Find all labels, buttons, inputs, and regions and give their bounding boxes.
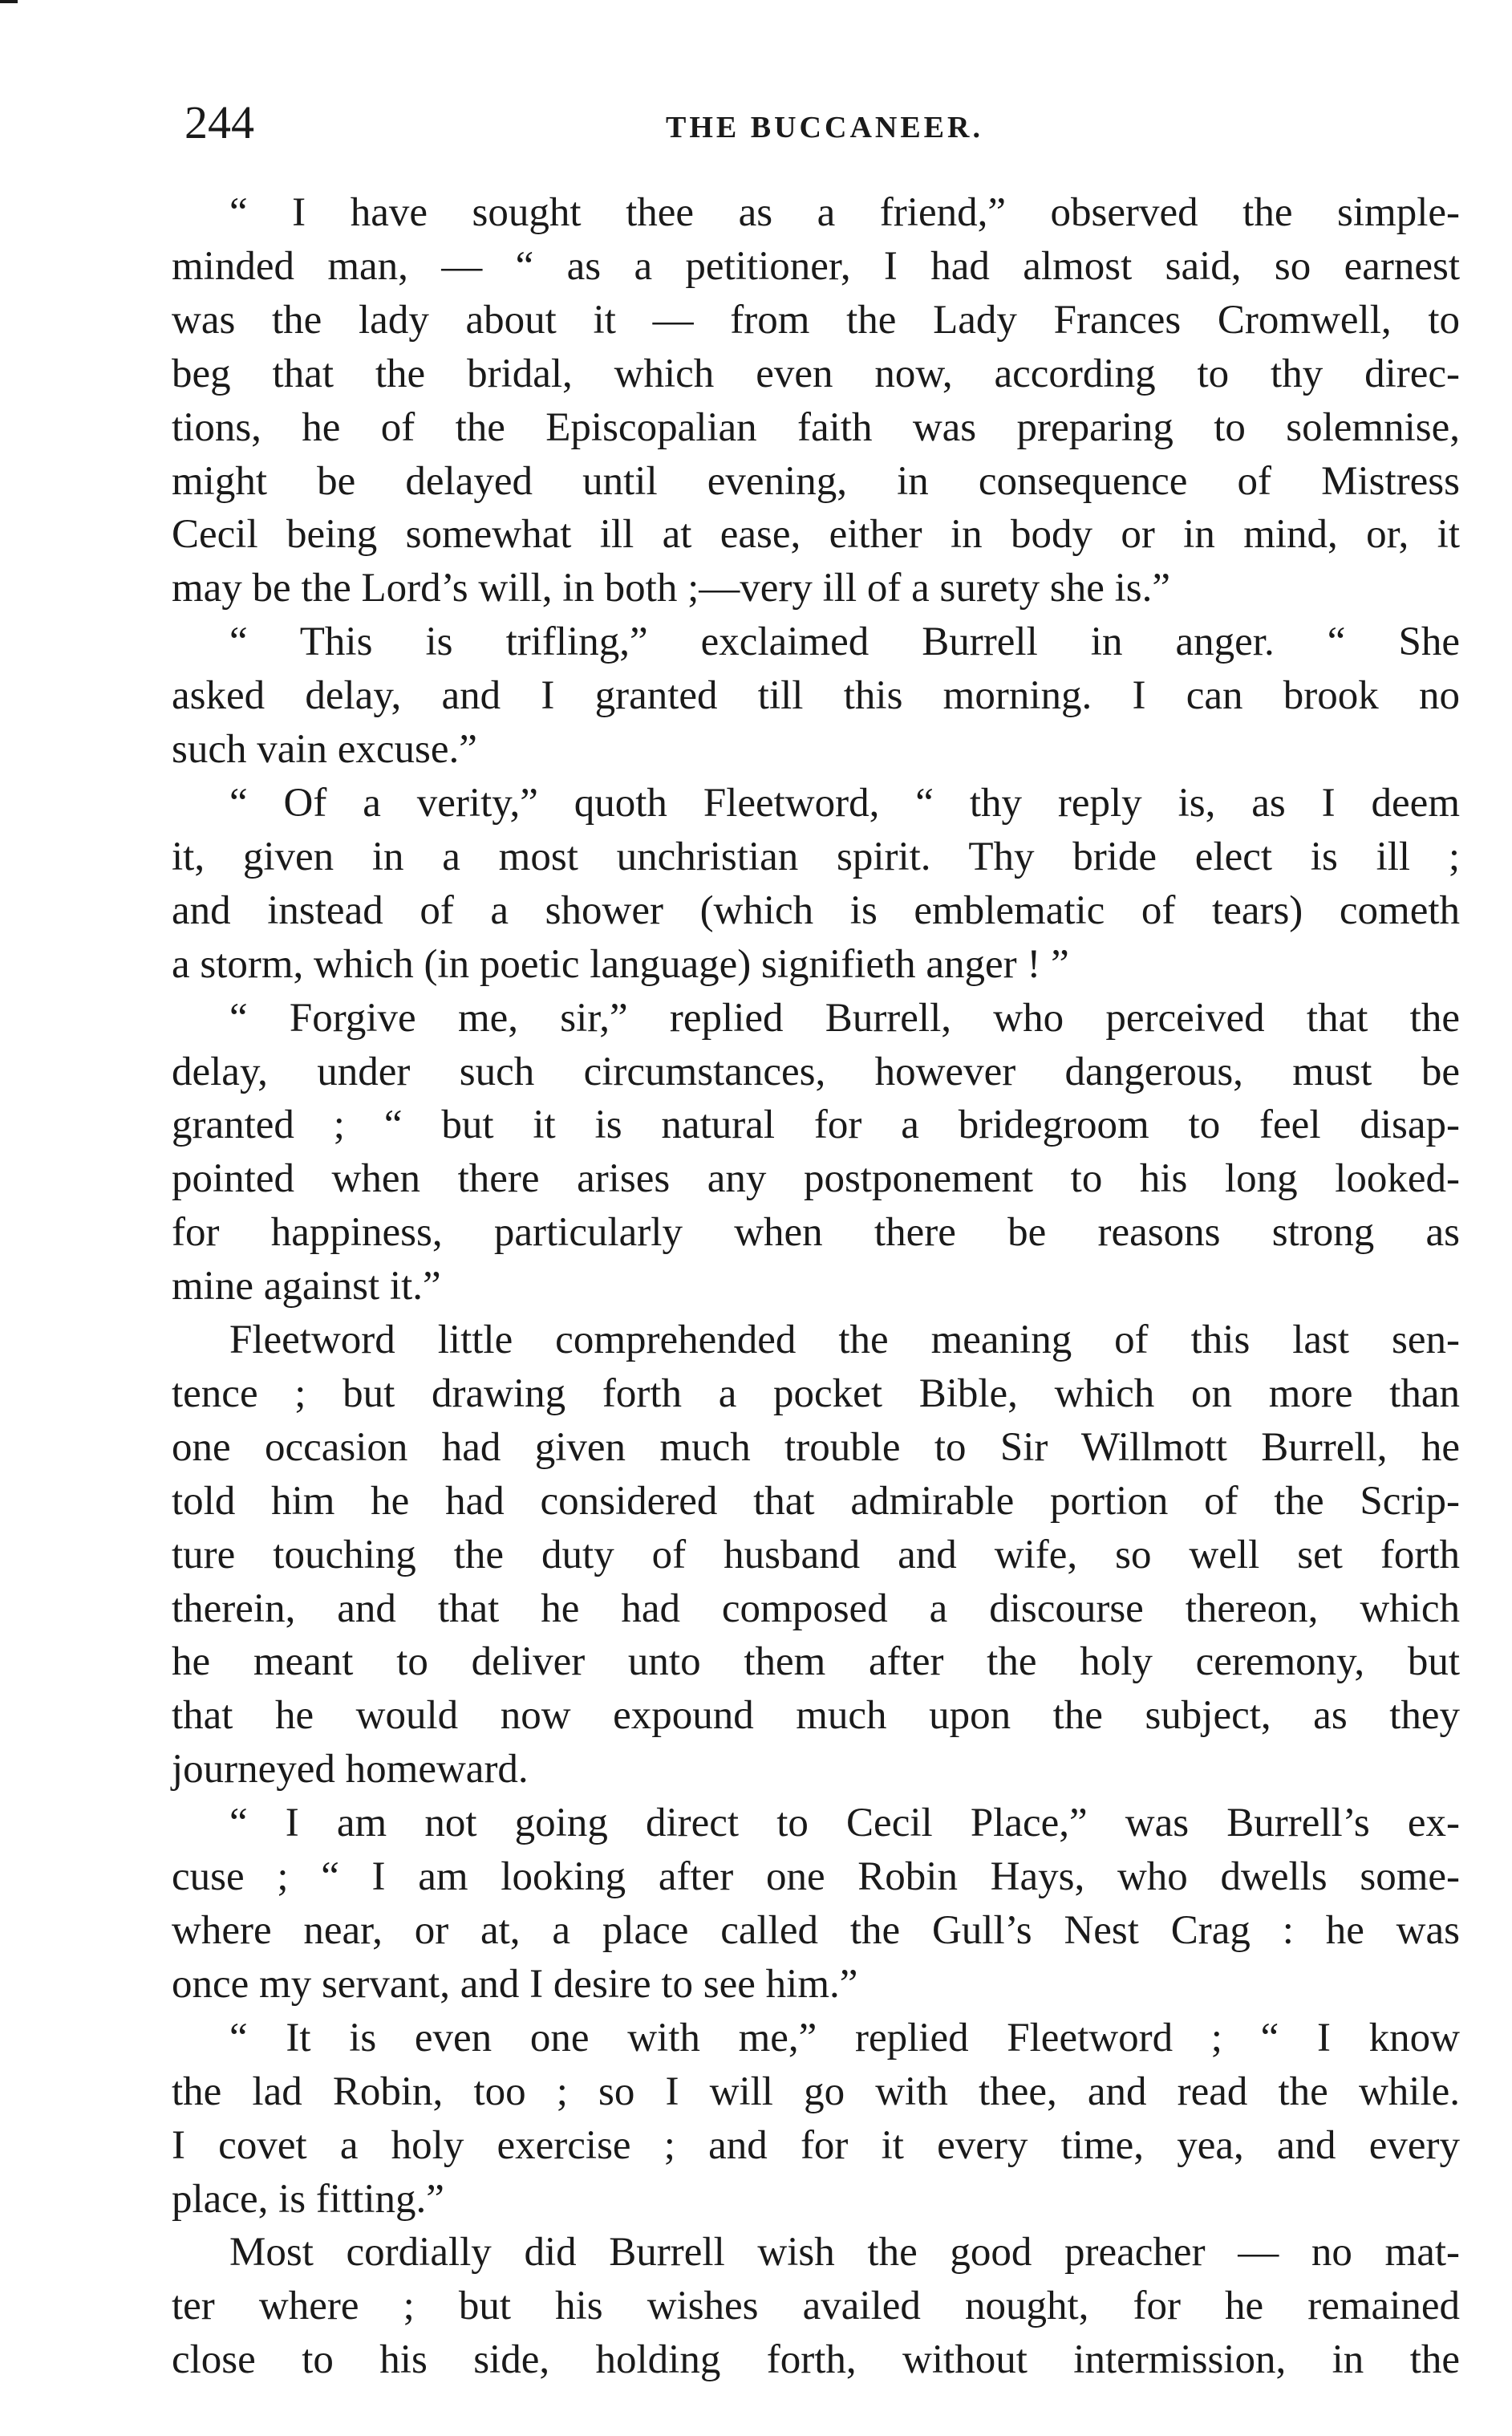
corner-scan-mark bbox=[0, 0, 18, 3]
text-line: “ Forgive me, sir,” replied Burrell, who perceived that the bbox=[229, 995, 1460, 1041]
text-line: he meant to deliver unto them after the holy ceremony, but bbox=[172, 1639, 1460, 1685]
body-text bbox=[172, 186, 1460, 2387]
paragraph bbox=[172, 777, 1460, 992]
text-line: therein, and that he had composed a discourse thereon, which bbox=[172, 1585, 1460, 1631]
text-line: I covet a holy exercise ; and for it every time, yea, and every bbox=[172, 2122, 1460, 2168]
text-line: was the lady about it — from the Lady Frances Cromwell, to bbox=[172, 297, 1460, 343]
text-line: Fleetword little comprehended the meaning of this last sen- bbox=[229, 1317, 1460, 1363]
text-line: where near, or at, a place called the Gull’s Nest Crag : he was bbox=[172, 1908, 1460, 1953]
paragraph bbox=[172, 2012, 1460, 2227]
text-line: the lad Robin, too ; so I will go with thee, and read the while. bbox=[172, 2069, 1460, 2114]
text-line: one occasion had given much trouble to Sir Willmott Burrell, he bbox=[172, 1424, 1460, 1470]
text-line: close to his side, holding forth, without intermission, in the bbox=[172, 2337, 1460, 2383]
text-line: “ It is even one with me,” replied Fleetword ; “ I know bbox=[229, 2015, 1460, 2060]
text-line: granted ; “ but it is natural for a bridegroom to feel disap- bbox=[172, 1102, 1460, 1148]
paragraph bbox=[172, 615, 1460, 777]
text-line: beg that the bridal, which even now, according to thy direc- bbox=[172, 351, 1460, 396]
paragraph bbox=[172, 1797, 1460, 2012]
text-line: told him he had considered that admirable portion of the Scrip- bbox=[172, 1478, 1460, 1524]
text-line: “ I am not going direct to Cecil Place,” was Burrell’s ex- bbox=[229, 1801, 1460, 1846]
paragraph bbox=[172, 2226, 1460, 2387]
text-line: that he would now expound much upon the subject, as they bbox=[172, 1693, 1460, 1739]
text-line: mine against it.” bbox=[172, 1264, 441, 1309]
text-line: a storm, which (in poetic language) signifieth anger ! ” bbox=[172, 941, 1069, 987]
text-line: “ I have sought thee as a friend,” observed the simple- bbox=[229, 190, 1460, 235]
paragraph bbox=[172, 1313, 1460, 1797]
text-line: tions, he of the Episcopalian faith was preparing to solemnise, bbox=[172, 404, 1460, 450]
page-header bbox=[167, 95, 1482, 151]
text-line: and instead of a shower (which is emblematic of tears) cometh bbox=[172, 887, 1460, 933]
text-line: Most cordially did Burrell wish the good preacher — no mat- bbox=[229, 2230, 1460, 2276]
text-line: pointed when there arises any postponement to his long looked- bbox=[172, 1156, 1460, 1202]
text-line: “ This is trifling,” exclaimed Burrell in anger. “ She bbox=[229, 619, 1460, 665]
text-line: may be the Lord’s will, in both ;—very ill of a surety she is.” bbox=[172, 566, 1171, 611]
text-line: minded man, — “ as a petitioner, I had almost said, so earnest bbox=[172, 243, 1460, 289]
text-line: journeyed homeward. bbox=[172, 1747, 529, 1792]
text-line: once my servant, and I desire to see him.” bbox=[172, 1961, 858, 2007]
text-line: Cecil being somewhat ill at ease, either in body or in mind, or, it bbox=[172, 512, 1460, 558]
text-line: might be delayed until evening, in consequence of Mistress bbox=[172, 458, 1460, 504]
running-title: THE BUCCANEER. bbox=[666, 111, 983, 144]
text-line: for happiness, particularly when there be reasons strong as bbox=[172, 1210, 1460, 1256]
text-line: “ Of a verity,” quoth Fleetword, “ thy reply is, as I deem bbox=[229, 780, 1460, 826]
text-line: cuse ; “ I am looking after one Robin Hays, who dwells some- bbox=[172, 1854, 1460, 1900]
text-line: asked delay, and I granted till this morning. I can brook no bbox=[172, 673, 1460, 719]
text-line: delay, under such circumstances, however dangerous, must be bbox=[172, 1049, 1460, 1094]
paragraph bbox=[172, 992, 1460, 1313]
text-line: such vain excuse.” bbox=[172, 727, 477, 773]
paragraph bbox=[172, 186, 1460, 615]
text-line: ture touching the duty of husband and wife, so well set forth bbox=[172, 1532, 1460, 1577]
text-line: ter where ; but his wishes availed nought, for he remained bbox=[172, 2284, 1460, 2329]
text-line: place, is fitting.” bbox=[172, 2176, 444, 2222]
page-number: 244 bbox=[184, 96, 254, 148]
text-line: it, given in a most unchristian spirit. Thy bride elect is ill ; bbox=[172, 834, 1460, 879]
text-line: tence ; but drawing forth a pocket Bible, which on more than bbox=[172, 1370, 1460, 1416]
